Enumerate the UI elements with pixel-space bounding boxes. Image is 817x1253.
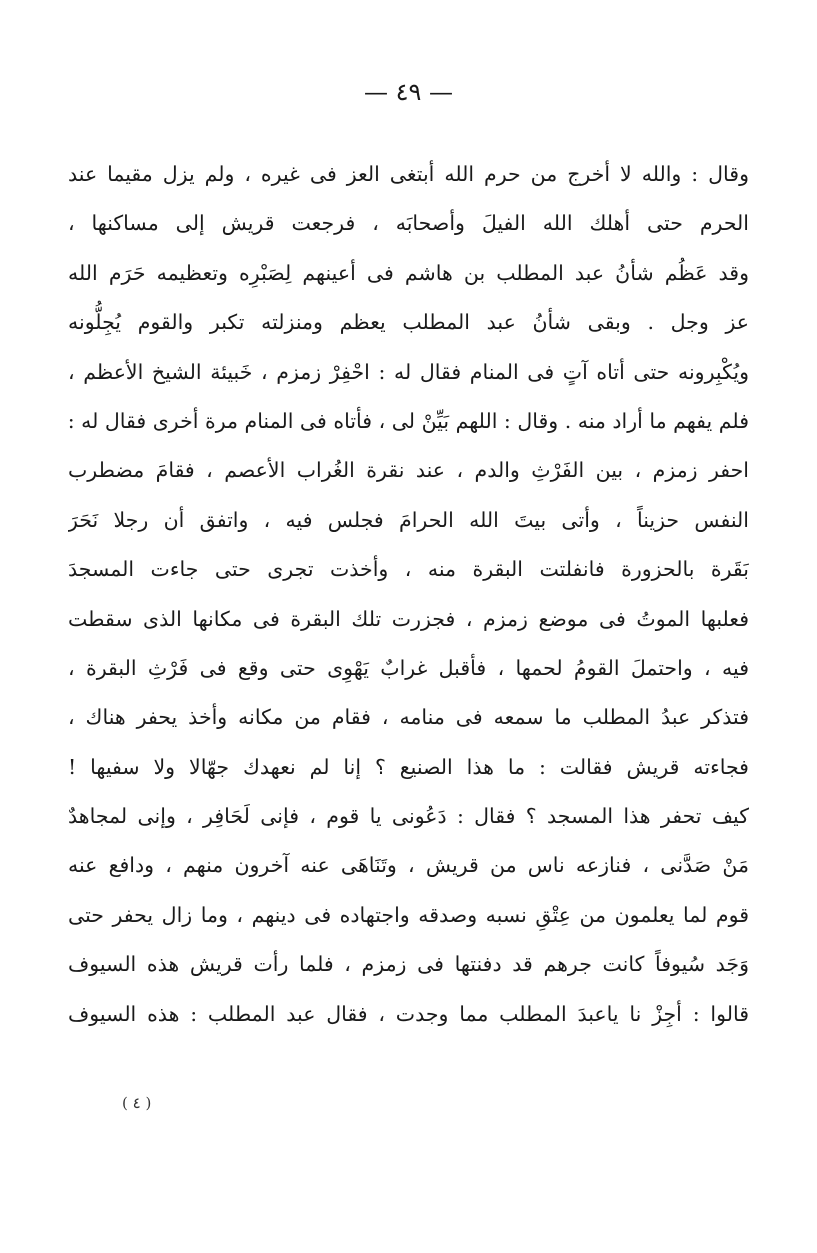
text-line: فعلبها الموتُ فى موضع زمزم ، فجزرت تلك البقرة فى مكانها الذى سقطت bbox=[68, 606, 749, 631]
text-line: احفر زمزم ، بين الفَرْثِ والدم ، عند نقرة الغُراب الأعصم ، فقامَ مضطرب bbox=[68, 458, 749, 483]
text-line: النفس حزيناً ، وأتى بيتَ الله الحرامَ فجلس فيه ، واتفق أن رجلا نَحَرَ bbox=[68, 507, 749, 532]
text-line: الحرم حتى أهلك الله الفيلَ وأصحابَه ، فرجعت قريش إلى مساكنها ، bbox=[68, 211, 749, 236]
text-line: كيف تحفر هذا المسجد ؟ فقال : دَعُونى يا قوم ، فإنى لَحَافِر ، وإنى لمجاهدٌ bbox=[68, 804, 749, 829]
body-text bbox=[68, 150, 749, 1039]
text-line: مَنْ صَدَّنى ، فنازعه ناس من قريش ، وتَنَاهَى عنه آخرون منهم ، ودافع عنه bbox=[68, 853, 749, 878]
page-number: — ٤٩ — bbox=[363, 78, 454, 106]
text-line: بَقَرة بالحزورة فانفلتت البقرة منه ، وأخذت تجرى حتى جاءت المسجدَ bbox=[68, 557, 749, 582]
text-line: فتذكر عبدُ المطلب ما سمعه فى منامه ، فقام من مكانه وأخذ يحفر هناك ، bbox=[68, 705, 749, 730]
signature-mark: ( ٤ ) bbox=[122, 1094, 152, 1112]
text-line: وقد عَظُم شأنُ عبد المطلب بن هاشم فى أعينهم لِصَبْرِه وتعظيمه حَرَم الله bbox=[68, 260, 749, 285]
text-line: فيه ، واحتملَ القومُ لحمها ، فأقبل غرابٌ يَهْوِى حتى وقع فى فَرْثِ البقرة ، bbox=[68, 655, 749, 680]
text-line: وَجَد سُيوفاً كانت جرهم قد دفنتها فى زمزم ، فلما رأت قريش هذه السيوف bbox=[68, 952, 749, 977]
text-line: فلم يفهم ما أراد منه . وقال : اللهم بَيِّنْ لى ، فأتاه فى المنام مرة أخرى فقال له : bbox=[68, 408, 749, 433]
text-line: قوم لما يعلمون من عِتْقِ نسبه وصدقه واجتهاده فى دينهم ، وما زال يحفر حتى bbox=[68, 902, 749, 927]
text-line: عز وجل . وبقى شأنُ عبد المطلب يعظم ومنزلته تكبر والقوم يُجِلُّونه bbox=[68, 310, 749, 335]
text-line: وقال : والله لا أخرج من حرم الله أبتغى العز فى غيره ، ولم يزل مقيما عند bbox=[68, 162, 749, 186]
text-line: ويُكْبِرونه حتى أتاه آتٍ فى المنام فقال له : احْفِرْ زمزم ، خَبيئة الشيخ الأعظم ، bbox=[68, 359, 749, 384]
text-line: فجاءته قريش فقالت : ما هذا الصنيع ؟ إنا لم نعهدك جهّالا ولا سفيها ! bbox=[68, 754, 749, 779]
text-line: قالوا : أجِزْ نا ياعبدَ المطلب مما وجدت ، فقال عبد المطلب : هذه السيوف bbox=[68, 1001, 749, 1026]
